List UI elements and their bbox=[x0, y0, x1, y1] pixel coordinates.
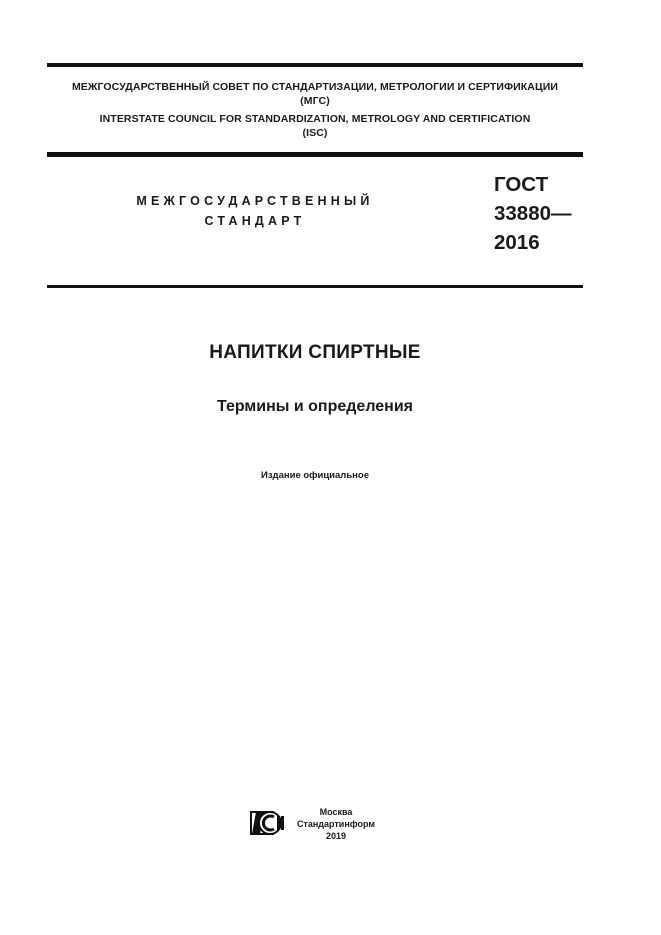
standard-type-line1: МЕЖГОСУДАРСТВЕННЫЙ bbox=[136, 194, 374, 208]
gost-designation bbox=[494, 170, 572, 257]
standartinform-logo-icon bbox=[250, 807, 286, 837]
council-en-abbr: (ISC) bbox=[302, 127, 328, 139]
lower-rule bbox=[47, 285, 583, 288]
document-subtitle: Термины и определения bbox=[216, 398, 413, 415]
publisher-year: 2019 bbox=[325, 831, 347, 841]
publisher-name: Стандартинформ bbox=[296, 819, 376, 829]
standard-type bbox=[100, 191, 410, 231]
gost-year: 2016 bbox=[494, 231, 540, 254]
council-name-russian bbox=[47, 80, 583, 108]
publisher-imprint bbox=[291, 806, 381, 842]
council-ru-abbr: (МГС) bbox=[300, 95, 330, 107]
edition-label: Издание официальное bbox=[261, 470, 369, 481]
gost-prefix: ГОСТ bbox=[494, 173, 549, 196]
document-title: НАПИТКИ СПИРТНЫЕ bbox=[209, 342, 421, 363]
gost-number: 33880— bbox=[494, 202, 572, 225]
publisher-city: Москва bbox=[319, 807, 353, 817]
standard-type-line2: СТАНДАРТ bbox=[204, 214, 306, 228]
council-en-name: INTERSTATE COUNCIL FOR STANDARDIZATION, METROLOGY AND CERTIFICATION bbox=[99, 113, 531, 125]
middle-rule bbox=[47, 152, 583, 157]
top-rule bbox=[47, 63, 583, 67]
council-name-english bbox=[47, 112, 583, 140]
council-ru-name: МЕЖГОСУДАРСТВЕННЫЙ СОВЕТ ПО СТАНДАРТИЗАЦИИ, МЕТРОЛОГИИ И СЕРТИФИКАЦИИ bbox=[71, 81, 559, 93]
